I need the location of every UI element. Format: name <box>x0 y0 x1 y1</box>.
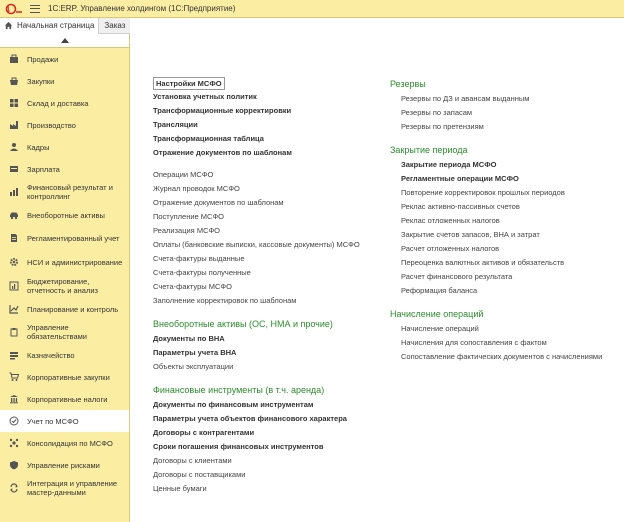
sidebar-item-purchases[interactable] <box>0 70 129 92</box>
link-securities[interactable]: Ценные бумаги <box>153 484 207 493</box>
integration-icon <box>9 483 19 493</box>
sidebar-item-label: Производство <box>27 120 76 130</box>
car-icon <box>9 210 19 220</box>
link-reserve-inventory[interactable]: Резервы по запасам <box>401 108 473 117</box>
link-ifrs-settings[interactable]: Настройки МСФО <box>153 76 383 90</box>
salary-icon <box>9 164 19 174</box>
ifrs-documents-links <box>153 168 383 308</box>
section-title-fixed-assets: Внеоборотные активы (ОС, НМА и прочие) <box>153 319 333 329</box>
fixed-assets-links <box>153 332 383 374</box>
sidebar-item-label: Управление обязательствами <box>27 323 87 341</box>
sidebar-item-ifrs[interactable] <box>0 410 129 432</box>
sidebar-item-label: Планирование и контроль <box>27 304 119 314</box>
sidebar-item-integration[interactable] <box>0 476 129 500</box>
link-transformation-table[interactable]: Трансформационная таблица <box>153 134 264 143</box>
purchases-icon <box>9 76 19 86</box>
sidebar-item-fixed-assets[interactable] <box>0 204 129 226</box>
sidebar-item-label: Учет по МСФО <box>27 416 79 426</box>
report-icon <box>9 281 19 291</box>
tab-orders[interactable]: Заказ <box>104 21 126 30</box>
sidebar-item-label: Консолидация по МСФО <box>27 438 113 448</box>
sidebar-item-planning[interactable] <box>0 298 129 320</box>
link-ifrs-operations[interactable]: Операции МСФО <box>153 170 214 179</box>
right-column <box>390 76 624 364</box>
link-ifrs-sales[interactable]: Реализация МСФО <box>153 226 221 235</box>
sidebar-item-label: Бюджетирование, отчетность и анализ <box>27 277 98 295</box>
link-fixed-asset-params[interactable]: Параметры учета ВНА <box>153 348 237 357</box>
link-transformation-adjustments[interactable]: Трансформационные корректировки <box>153 106 292 115</box>
link-ifrs-payments[interactable]: Оплаты (банковские выписки, кассовые документы) МСФО <box>153 240 360 249</box>
svg-text:1: 1 <box>6 6 11 14</box>
period-closing-links <box>390 158 624 298</box>
sidebar-item-sales[interactable] <box>0 48 129 70</box>
tab-home-label: Начальная страница <box>17 21 95 30</box>
sidebar-item-label: Финансовый результат и контроллинг <box>27 183 113 201</box>
sidebar-item-risk[interactable] <box>0 454 129 476</box>
reserves-links <box>390 92 624 134</box>
tab-home[interactable] <box>0 18 99 34</box>
link-maturity-terms[interactable]: Сроки погашения финансовых инструментов <box>153 442 324 451</box>
sidebar-item-financial-result[interactable] <box>0 180 129 204</box>
risk-icon <box>9 460 19 470</box>
link-ifrs-invoices[interactable]: Счета-фактуры МСФО <box>153 282 232 291</box>
cart-icon <box>9 372 19 382</box>
sidebar-item-obligations[interactable] <box>0 320 129 344</box>
link-translations[interactable]: Трансляции <box>153 120 198 129</box>
clipboard-icon <box>9 327 19 337</box>
link-supplier-contracts[interactable]: Договоры с поставщиками <box>153 470 246 479</box>
tax-icon <box>9 394 19 404</box>
sidebar-item-salary[interactable] <box>0 158 129 180</box>
ifrs-icon <box>9 416 19 426</box>
accruals-links <box>390 322 624 364</box>
planning-icon <box>9 304 19 314</box>
window-title: 1С:ERP. Управление холдингом (1С:Предприятие) <box>48 4 236 13</box>
sidebar-item-hr[interactable] <box>0 136 129 158</box>
sidebar-item-treasury[interactable] <box>0 344 129 366</box>
sidebar-item-label: НСИ и администрирование <box>27 257 123 267</box>
collapse-up-button[interactable] <box>0 34 129 48</box>
app-logo <box>4 3 24 15</box>
link-invoices-received[interactable]: Счета-фактуры полученные <box>153 268 251 277</box>
section-title-accruals: Начисление операций <box>390 309 484 319</box>
link-reclass-deferred-taxes[interactable]: Реклас отложенных налогов <box>401 216 500 225</box>
link-ifrs-routine-ops[interactable]: Регламентные операции МСФО <box>401 174 519 183</box>
sidebar-item-label: Закупки <box>27 76 55 86</box>
link-reserve-claims[interactable]: Резервы по претензиям <box>401 122 484 131</box>
chart-icon <box>9 187 19 197</box>
main-panel <box>131 18 624 522</box>
link-operating-objects[interactable]: Объекты эксплуатации <box>153 362 234 371</box>
link-fin-instrument-documents[interactable]: Документы по финансовым инструментам <box>153 400 314 409</box>
sidebar-item-label: Регламентированный учет <box>27 233 120 243</box>
link-ifrs-period-close[interactable]: Закрытие периода МСФО <box>401 160 497 169</box>
sidebar-item-label: Кадры <box>27 142 50 152</box>
link-calc-financial-result[interactable]: Расчет финансового результата <box>401 272 513 281</box>
link-accruals-comparison[interactable]: Начисления для сопоставления с фактом <box>401 338 547 347</box>
ifrs-main-links <box>153 76 383 160</box>
link-close-inventory-accounts[interactable]: Закрытие счетов запасов, ВНА и затрат <box>401 230 540 239</box>
link-customer-contracts[interactable]: Договоры с клиентами <box>153 456 232 465</box>
link-reclass-accounts[interactable]: Реклас активно-пассивных счетов <box>401 202 520 211</box>
section-title-reserves: Резервы <box>390 79 426 89</box>
sidebar-item-label: Внеоборотные активы <box>27 210 105 220</box>
document-icon <box>9 233 19 243</box>
link-invoices-issued[interactable]: Счета-фактуры выданные <box>153 254 245 263</box>
link-counterparty-contracts[interactable]: Договоры с контрагентами <box>153 428 255 437</box>
menu-icon[interactable] <box>30 5 40 13</box>
treasury-icon <box>9 350 19 360</box>
section-title-period-closing: Закрытие периода <box>390 145 468 155</box>
home-icon <box>4 21 13 30</box>
link-accounting-policies[interactable]: Установка учетных политик <box>153 92 257 101</box>
link-ifrs-receipts[interactable]: Поступление МСФО <box>153 212 224 221</box>
link-fixed-asset-documents[interactable]: Документы по ВНА <box>153 334 225 343</box>
section-title-financial-instruments: Финансовые инструменты (в т.ч. аренда) <box>153 385 325 395</box>
left-column <box>153 76 383 496</box>
sidebar-item-label: Продажи <box>27 54 59 64</box>
sidebar-item-admin[interactable] <box>0 250 129 274</box>
sidebar-item-corporate-purchases[interactable] <box>0 366 129 388</box>
factory-icon <box>9 120 19 130</box>
gear-icon <box>9 257 19 267</box>
warehouse-icon <box>9 98 19 108</box>
sidebar-item-label: Зарплата <box>27 164 60 174</box>
link-template-adjustments[interactable]: Заполнение корректировок по шаблонам <box>153 296 297 305</box>
sidebar-item-production[interactable] <box>0 114 129 136</box>
link-template-posting-docs[interactable]: Отражение документов по шаблонам <box>153 198 284 207</box>
chevron-up-icon <box>61 38 69 43</box>
sales-icon <box>9 54 19 64</box>
sidebar-item-warehouse[interactable] <box>0 92 129 114</box>
sidebar-item-label: Интеграция и управление мастер-данными <box>27 479 118 497</box>
sidebar-item-label: Казначейство <box>27 350 75 360</box>
sidebar-item-label: Корпоративные налоги <box>27 394 108 404</box>
sidebar-item-corporate-taxes[interactable] <box>0 388 129 410</box>
link-actual-vs-accruals[interactable]: Сопоставление фактических документов с начислениями <box>401 352 603 361</box>
link-reserve-receivables[interactable]: Резервы по ДЗ и авансам выданным <box>401 94 530 103</box>
link-ifrs-journal[interactable]: Журнал проводок МСФО <box>153 184 240 193</box>
link-repeat-adjustments[interactable]: Повторение корректировок прошлых периодов <box>401 188 565 197</box>
financial-instruments-links <box>153 398 383 496</box>
tab-bar <box>0 18 130 34</box>
link-currency-revaluation[interactable]: Переоценка валютных активов и обязательств <box>401 258 565 267</box>
sidebar-item-label: Корпоративные закупки <box>27 372 110 382</box>
link-balance-reformation[interactable]: Реформация баланса <box>401 286 478 295</box>
consolidation-icon <box>9 438 19 448</box>
sidebar-item-budgeting[interactable] <box>0 274 129 298</box>
sidebar <box>0 34 130 522</box>
link-fin-object-params[interactable]: Параметры учета объектов финансового характера <box>153 414 347 423</box>
link-template-posting[interactable]: Отражение документов по шаблонам <box>153 148 292 157</box>
link-calc-deferred-taxes[interactable]: Расчет отложенных налогов <box>401 244 500 253</box>
link-accrual-operations[interactable]: Начисление операций <box>401 324 479 333</box>
sidebar-item-label: Управление рисками <box>27 460 100 470</box>
sidebar-item-label: Склад и доставка <box>27 98 89 108</box>
person-icon <box>9 142 19 152</box>
sidebar-item-regulated-accounting[interactable] <box>0 226 129 250</box>
title-bar <box>0 0 624 18</box>
sidebar-item-consolidation[interactable] <box>0 432 129 454</box>
